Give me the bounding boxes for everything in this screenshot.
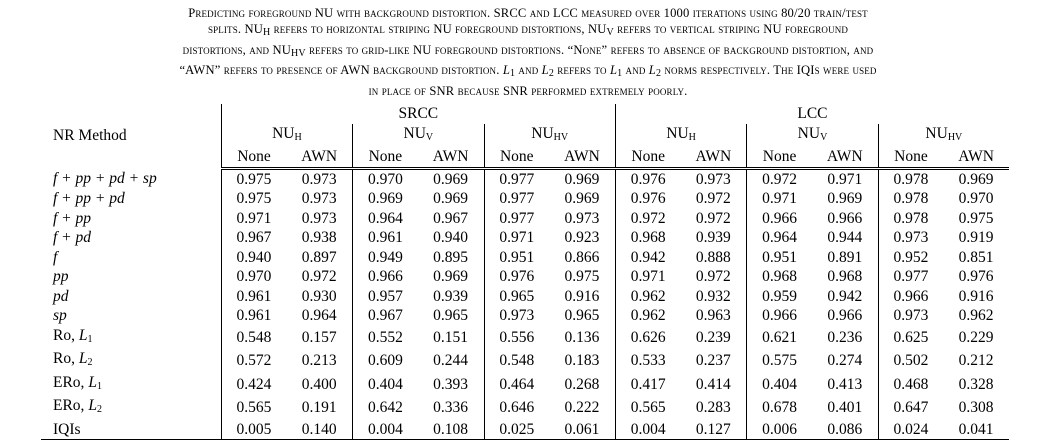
value-cell: 0.916 (958, 287, 994, 305)
value-cell: 0.393 (418, 373, 484, 397)
value-cell: 0.968 (762, 268, 797, 285)
value-cell: 0.961 (236, 307, 272, 324)
value-cell: 0.942 (630, 248, 666, 266)
value-cell: 0.400 (286, 373, 352, 397)
value-cell: 0.972 (680, 267, 746, 287)
method-cell: IQIs (41, 420, 221, 440)
caption-line-5: in place of SNR because SNR performed extremely poorly. (368, 83, 688, 98)
value-cell: 0.575 (762, 352, 797, 369)
condition-header: AWN (549, 147, 615, 168)
value-cell: 0.533 (630, 352, 666, 369)
value-cell: 0.977 (499, 170, 535, 188)
value-cell: 0.502 (893, 352, 929, 369)
value-cell: 0.972 (680, 189, 746, 209)
value-cell: 0.609 (367, 352, 403, 369)
subgroup-header: $NU_{HV}$ (925, 124, 963, 143)
value-cell: 0.975 (236, 170, 272, 188)
condition-header: None (484, 147, 549, 168)
value-cell: 0.940 (236, 248, 272, 266)
value-cell: 0.895 (418, 248, 484, 268)
table-row (41, 209, 1009, 229)
value-cell: 0.972 (762, 170, 797, 188)
value-cell: 0.978 (893, 209, 929, 227)
value-cell: 0.136 (549, 326, 615, 350)
value-cell: 0.888 (680, 248, 746, 268)
value-cell: 0.975 (236, 190, 272, 207)
value-cell: 0.968 (630, 229, 666, 246)
value-cell: 0.424 (236, 375, 272, 393)
value-cell: 0.969 (958, 170, 994, 188)
value-cell: 0.108 (418, 420, 484, 440)
value-cell: 0.417 (630, 375, 666, 393)
value-cell: 0.942 (812, 287, 878, 307)
value-cell: 0.244 (418, 349, 484, 373)
condition-header: AWN (418, 147, 484, 168)
value-cell: 0.678 (762, 399, 797, 416)
value-cell: 0.966 (367, 268, 403, 285)
value-cell: 0.944 (812, 228, 878, 248)
table-row (41, 420, 1009, 440)
value-cell: 0.973 (893, 307, 929, 324)
value-cell: 0.972 (630, 209, 666, 227)
method-cell: pp (41, 267, 221, 287)
value-cell: 0.851 (958, 248, 994, 266)
method-cell: f (41, 248, 221, 268)
table-row (41, 287, 1009, 307)
condition-header: AWN (680, 147, 746, 168)
value-cell: 0.971 (499, 229, 535, 246)
value-cell: 0.213 (286, 349, 352, 373)
table-row (41, 168, 1009, 189)
subgroup-header: $NU_{HV}$ (484, 124, 615, 148)
value-cell: 0.978 (893, 190, 929, 207)
value-cell: 0.964 (762, 229, 797, 246)
value-cell: 0.646 (499, 399, 535, 416)
value-cell: 0.975 (958, 209, 994, 227)
table-row (41, 228, 1009, 248)
value-cell: 0.970 (367, 170, 403, 188)
value-cell: 0.949 (367, 248, 403, 266)
value-cell: 0.966 (762, 307, 797, 324)
value-cell: 0.978 (893, 170, 929, 188)
value-cell: 0.969 (418, 189, 484, 209)
condition-header: None (747, 147, 812, 168)
method-cell: sp (41, 306, 221, 326)
value-cell: 0.973 (680, 168, 746, 189)
value-cell: 0.962 (958, 307, 994, 324)
value-cell: 0.401 (812, 396, 878, 420)
value-cell: 0.951 (499, 248, 535, 266)
condition-header: AWN (812, 147, 878, 168)
value-cell: 0.973 (286, 209, 352, 229)
value-cell: 0.966 (893, 287, 929, 305)
value-cell: 0.961 (367, 229, 403, 246)
value-cell: 0.977 (499, 209, 535, 227)
value-cell: 0.976 (499, 268, 535, 285)
value-cell: 0.969 (418, 168, 484, 189)
value-cell: 0.268 (549, 373, 615, 397)
method-cell: Ro, $L_1$ (41, 326, 221, 350)
value-cell: 0.973 (286, 189, 352, 209)
value-cell: 0.973 (893, 229, 929, 246)
value-cell: 0.968 (812, 267, 878, 287)
value-cell: 0.642 (367, 399, 403, 416)
value-cell: 0.923 (549, 228, 615, 248)
value-cell: 0.977 (499, 190, 535, 207)
value-cell: 0.932 (680, 287, 746, 307)
value-cell: 0.041 (943, 420, 1009, 440)
value-cell: 0.336 (418, 396, 484, 420)
condition-header: None (878, 147, 943, 168)
value-cell: 0.976 (630, 190, 666, 207)
value-cell: 0.965 (418, 306, 484, 326)
value-cell: 0.274 (812, 349, 878, 373)
table-caption (8, 5, 1048, 99)
value-cell: 0.236 (812, 326, 878, 350)
value-cell: 0.414 (680, 373, 746, 397)
value-cell: 0.004 (615, 420, 680, 440)
subgroup-header: $NU_V$ (353, 124, 484, 148)
value-cell: 0.308 (958, 399, 994, 416)
value-cell: 0.959 (762, 287, 797, 305)
value-cell: 0.222 (549, 396, 615, 420)
value-cell: 0.966 (762, 209, 797, 227)
value-cell: 0.556 (499, 328, 535, 346)
value-cell: 0.625 (893, 328, 929, 346)
condition-header: AWN (943, 147, 1009, 168)
method-cell: pd (41, 287, 221, 307)
value-cell: 0.969 (367, 190, 403, 207)
value-cell: 0.964 (367, 209, 403, 227)
value-cell: 0.973 (549, 209, 615, 229)
condition-header: None (615, 147, 680, 168)
method-cell: Ro, $L_2$ (41, 349, 221, 373)
value-cell: 0.866 (549, 248, 615, 268)
condition-header: AWN (286, 147, 352, 168)
value-cell: 0.916 (549, 287, 615, 307)
value-cell: 0.025 (484, 420, 549, 440)
table-row (41, 396, 1009, 420)
value-cell: 0.468 (893, 375, 929, 393)
group-header-lcc: LCC (797, 105, 828, 122)
value-cell: 0.976 (958, 268, 994, 285)
value-cell: 0.976 (630, 170, 666, 188)
value-cell: 0.183 (549, 349, 615, 373)
table-row (41, 326, 1009, 350)
value-cell: 0.962 (630, 287, 666, 305)
value-cell: 0.951 (762, 248, 797, 266)
method-cell: f + pd (41, 228, 221, 248)
value-cell: 0.127 (680, 420, 746, 440)
value-cell: 0.965 (499, 287, 535, 305)
results-table (41, 104, 1009, 440)
table-row (41, 306, 1009, 326)
value-cell: 0.940 (418, 228, 484, 248)
value-cell: 0.975 (549, 267, 615, 287)
value-cell: 0.973 (499, 307, 535, 324)
value-cell: 0.939 (680, 228, 746, 248)
method-header: NR Method (41, 104, 221, 168)
value-cell: 0.464 (499, 375, 535, 393)
table-row (41, 373, 1009, 397)
value-cell: 0.548 (236, 328, 272, 346)
value-cell: 0.140 (286, 420, 352, 440)
value-cell: 0.157 (286, 326, 352, 350)
value-cell: 0.969 (418, 267, 484, 287)
value-cell: 0.973 (286, 168, 352, 189)
value-cell: 0.961 (236, 287, 272, 305)
value-cell: 0.005 (221, 420, 286, 440)
value-cell: 0.572 (236, 352, 272, 369)
table-row (41, 248, 1009, 268)
subgroup-header: $NU_V$ (747, 124, 878, 148)
value-cell: 0.970 (958, 190, 994, 207)
value-cell: 0.191 (286, 396, 352, 420)
value-cell: 0.024 (878, 420, 943, 440)
method-cell: f + pp (41, 209, 221, 229)
subgroup-header: $NU_H$ (615, 124, 746, 148)
value-cell: 0.971 (762, 190, 797, 207)
value-cell: 0.237 (680, 349, 746, 373)
value-cell: 0.891 (812, 248, 878, 268)
value-cell: 0.969 (812, 189, 878, 209)
value-cell: 0.061 (549, 420, 615, 440)
value-cell: 0.086 (812, 420, 878, 440)
value-cell: 0.565 (630, 399, 666, 416)
value-cell: 0.971 (812, 168, 878, 189)
value-cell: 0.565 (236, 399, 272, 416)
value-cell: 0.938 (286, 228, 352, 248)
value-cell: 0.967 (418, 209, 484, 229)
value-cell: 0.963 (680, 306, 746, 326)
method-cell: f + pp + pd + sp (41, 168, 221, 189)
method-cell: ERo, $L_2$ (41, 396, 221, 420)
value-cell: 0.626 (630, 328, 666, 346)
value-cell: 0.969 (549, 168, 615, 189)
table-row (41, 349, 1009, 373)
subgroup-header: $NU_H$ (221, 124, 352, 148)
value-cell: 0.621 (762, 328, 797, 346)
caption-line-3: distortions, and $NU_{HV}$ refers to grid-like NU foreground distortions. “None” refers to absence of background distortion, and (182, 42, 874, 59)
value-cell: 0.967 (367, 307, 403, 324)
value-cell: 0.964 (286, 306, 352, 326)
group-header-srcc: SRCC (221, 104, 615, 124)
condition-header: None (221, 147, 286, 168)
caption-line-2: splits. $NU_H$ refers to horizontal striping NU foreground distortions, $NU_V$ refers to vertical striping NU foreground (207, 22, 849, 39)
value-cell: 0.897 (286, 248, 352, 268)
value-cell: 0.977 (893, 268, 929, 285)
value-cell: 0.939 (418, 287, 484, 307)
value-cell: 0.972 (680, 209, 746, 229)
condition-header: None (353, 147, 418, 168)
method-cell: f + pp + pd (41, 189, 221, 209)
value-cell: 0.552 (367, 328, 403, 346)
value-cell: 0.971 (630, 268, 666, 285)
caption-line-1: Predicting foreground NU with background distortion. SRCC and LCC measured over 1000 iterations using 80/20 train/test (188, 6, 868, 20)
value-cell: 0.919 (958, 229, 994, 246)
value-cell: 0.328 (958, 375, 994, 393)
value-cell: 0.006 (747, 420, 812, 440)
value-cell: 0.969 (549, 189, 615, 209)
method-cell: ERo, $L_1$ (41, 373, 221, 397)
value-cell: 0.967 (236, 229, 272, 246)
value-cell: 0.212 (958, 352, 994, 369)
caption-line-4: “AWN” refers to presence of AWN background distortion. $L_1$ and $L_2$ refers to $L_1$ and $L_2$ norms respectively. The IQIs were used (179, 63, 877, 80)
value-cell: 0.971 (236, 209, 272, 227)
value-cell: 0.952 (893, 248, 929, 266)
value-cell: 0.647 (893, 399, 929, 416)
value-cell: 0.283 (680, 396, 746, 420)
value-cell: 0.548 (499, 352, 535, 369)
value-cell: 0.966 (812, 209, 878, 229)
value-cell: 0.930 (286, 287, 352, 307)
value-cell: 0.965 (549, 306, 615, 326)
value-cell: 0.413 (812, 373, 878, 397)
value-cell: 0.004 (353, 420, 418, 440)
value-cell: 0.229 (958, 328, 994, 346)
value-cell: 0.962 (630, 307, 666, 324)
value-cell: 0.970 (236, 268, 272, 285)
table-row (41, 189, 1009, 209)
value-cell: 0.151 (418, 326, 484, 350)
table-row (41, 267, 1009, 287)
value-cell: 0.239 (680, 326, 746, 350)
value-cell: 0.972 (286, 267, 352, 287)
value-cell: 0.404 (762, 375, 797, 393)
value-cell: 0.957 (367, 287, 403, 305)
value-cell: 0.966 (812, 306, 878, 326)
value-cell: 0.404 (367, 375, 403, 393)
